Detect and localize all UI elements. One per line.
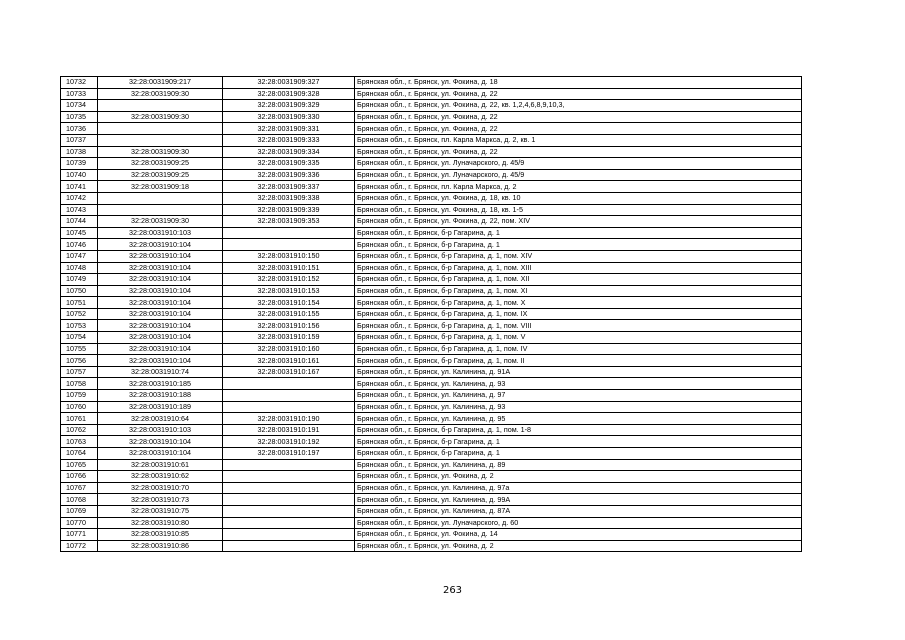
- table-row: [61, 146, 802, 158]
- record-number-cell: 10764: [61, 448, 98, 460]
- object-cadastral-number-cell: 32:28:0031909:338: [223, 192, 355, 204]
- object-cadastral-number-cell: [223, 390, 355, 402]
- address-cell: Брянская обл., г. Брянск, ул. Калинина, д. 89: [355, 459, 802, 471]
- record-number-cell: 10742: [61, 192, 98, 204]
- object-cadastral-number-cell: 32:28:0031910:153: [223, 285, 355, 297]
- record-number-cell: 10769: [61, 505, 98, 517]
- object-cadastral-number-cell: 32:28:0031910:156: [223, 320, 355, 332]
- record-number-cell: 10758: [61, 378, 98, 390]
- address-cell: Брянская обл., г. Брянск, б-р Гагарина, д. 1: [355, 227, 802, 239]
- address-cell: Брянская обл., г. Брянск, пл. Карла Маркса, д. 2, кв. 1: [355, 134, 802, 146]
- table-row: [61, 401, 802, 413]
- address-cell: Брянская обл., г. Брянск, б-р Гагарина, д. 1, пом. II: [355, 355, 802, 367]
- object-cadastral-number-cell: 32:28:0031909:353: [223, 216, 355, 228]
- table-row: [61, 448, 802, 460]
- land-cadastral-number-cell: 32:28:0031910:75: [98, 505, 223, 517]
- object-cadastral-number-cell: 32:28:0031910:161: [223, 355, 355, 367]
- object-cadastral-number-cell: [223, 494, 355, 506]
- record-number-cell: 10762: [61, 424, 98, 436]
- address-cell: Брянская обл., г. Брянск, ул. Луначарского, д. 45/9: [355, 158, 802, 170]
- land-cadastral-number-cell: [98, 134, 223, 146]
- record-number-cell: 10745: [61, 227, 98, 239]
- record-number-cell: 10732: [61, 77, 98, 89]
- address-cell: Брянская обл., г. Брянск, ул. Фокина, д. 18: [355, 77, 802, 89]
- address-cell: Брянская обл., г. Брянск, ул. Калинина, д. 99А: [355, 494, 802, 506]
- record-number-cell: 10737: [61, 134, 98, 146]
- address-cell: Брянская обл., г. Брянск, ул. Фокина, д. 22: [355, 146, 802, 158]
- table-row: [61, 100, 802, 112]
- address-cell: Брянская обл., г. Брянск, пл. Карла Маркса, д. 2: [355, 181, 802, 193]
- land-cadastral-number-cell: [98, 192, 223, 204]
- table-row: [61, 239, 802, 251]
- address-cell: Брянская обл., г. Брянск, ул. Фокина, д. 22: [355, 111, 802, 123]
- table-row: [61, 285, 802, 297]
- land-cadastral-number-cell: 32:28:0031910:189: [98, 401, 223, 413]
- table-row: [61, 123, 802, 135]
- land-cadastral-number-cell: 32:28:0031910:85: [98, 529, 223, 541]
- object-cadastral-number-cell: 32:28:0031910:159: [223, 332, 355, 344]
- land-cadastral-number-cell: 32:28:0031909:217: [98, 77, 223, 89]
- table-row: [61, 181, 802, 193]
- table-row: [61, 297, 802, 309]
- table-row: [61, 355, 802, 367]
- object-cadastral-number-cell: 32:28:0031910:197: [223, 448, 355, 460]
- table-row: [61, 366, 802, 378]
- land-cadastral-number-cell: 32:28:0031910:104: [98, 448, 223, 460]
- land-cadastral-number-cell: 32:28:0031910:104: [98, 285, 223, 297]
- land-cadastral-number-cell: 32:28:0031910:104: [98, 239, 223, 251]
- address-cell: Брянская обл., г. Брянск, б-р Гагарина, д. 1, пом. IX: [355, 308, 802, 320]
- table-row: [61, 471, 802, 483]
- land-cadastral-number-cell: 32:28:0031910:62: [98, 471, 223, 483]
- address-cell: Брянская обл., г. Брянск, б-р Гагарина, д. 1: [355, 448, 802, 460]
- table-row: [61, 227, 802, 239]
- object-cadastral-number-cell: 32:28:0031909:333: [223, 134, 355, 146]
- object-cadastral-number-cell: [223, 505, 355, 517]
- table-row: [61, 459, 802, 471]
- land-cadastral-number-cell: 32:28:0031909:30: [98, 146, 223, 158]
- land-cadastral-number-cell: 32:28:0031910:104: [98, 262, 223, 274]
- object-cadastral-number-cell: 32:28:0031910:190: [223, 413, 355, 425]
- record-number-cell: 10740: [61, 169, 98, 181]
- object-cadastral-number-cell: 32:28:0031910:155: [223, 308, 355, 320]
- land-cadastral-number-cell: 32:28:0031910:64: [98, 413, 223, 425]
- object-cadastral-number-cell: [223, 540, 355, 552]
- object-cadastral-number-cell: [223, 482, 355, 494]
- object-cadastral-number-cell: [223, 378, 355, 390]
- object-cadastral-number-cell: 32:28:0031909:329: [223, 100, 355, 112]
- land-cadastral-number-cell: 32:28:0031910:74: [98, 366, 223, 378]
- record-number-cell: 10747: [61, 250, 98, 262]
- address-cell: Брянская обл., г. Брянск, ул. Калинина, д. 91А: [355, 366, 802, 378]
- address-cell: Брянская обл., г. Брянск, б-р Гагарина, д. 1, пом. 1-8: [355, 424, 802, 436]
- object-cadastral-number-cell: 32:28:0031909:334: [223, 146, 355, 158]
- record-number-cell: 10736: [61, 123, 98, 135]
- registry-table-body: [61, 77, 802, 552]
- object-cadastral-number-cell: 32:28:0031909:328: [223, 88, 355, 100]
- table-row: [61, 517, 802, 529]
- address-cell: Брянская обл., г. Брянск, б-р Гагарина, д. 1: [355, 436, 802, 448]
- object-cadastral-number-cell: [223, 227, 355, 239]
- address-cell: Брянская обл., г. Брянск, ул. Фокина, д. 18, кв. 1-5: [355, 204, 802, 216]
- table-row: [61, 216, 802, 228]
- record-number-cell: 10761: [61, 413, 98, 425]
- table-row: [61, 413, 802, 425]
- table-row: [61, 250, 802, 262]
- object-cadastral-number-cell: 32:28:0031909:337: [223, 181, 355, 193]
- object-cadastral-number-cell: 32:28:0031909:330: [223, 111, 355, 123]
- table-row: [61, 192, 802, 204]
- address-cell: Брянская обл., г. Брянск, б-р Гагарина, д. 1, пом. IV: [355, 343, 802, 355]
- land-cadastral-number-cell: 32:28:0031910:104: [98, 355, 223, 367]
- address-cell: Брянская обл., г. Брянск, б-р Гагарина, д. 1, пом. X: [355, 297, 802, 309]
- object-cadastral-number-cell: 32:28:0031910:152: [223, 274, 355, 286]
- land-cadastral-number-cell: 32:28:0031910:104: [98, 436, 223, 448]
- land-cadastral-number-cell: 32:28:0031910:104: [98, 250, 223, 262]
- land-cadastral-number-cell: 32:28:0031910:104: [98, 274, 223, 286]
- record-number-cell: 10738: [61, 146, 98, 158]
- land-cadastral-number-cell: 32:28:0031909:25: [98, 169, 223, 181]
- record-number-cell: 10765: [61, 459, 98, 471]
- address-cell: Брянская обл., г. Брянск, б-р Гагарина, д. 1, пом. XII: [355, 274, 802, 286]
- object-cadastral-number-cell: 32:28:0031910:167: [223, 366, 355, 378]
- address-cell: Брянская обл., г. Брянск, ул. Луначарского, д. 45/9: [355, 169, 802, 181]
- table-row: [61, 320, 802, 332]
- address-cell: Брянская обл., г. Брянск, ул. Калинина, д. 87А: [355, 505, 802, 517]
- page-number: 263: [442, 585, 463, 596]
- object-cadastral-number-cell: [223, 459, 355, 471]
- table-row: [61, 169, 802, 181]
- object-cadastral-number-cell: 32:28:0031909:335: [223, 158, 355, 170]
- land-cadastral-number-cell: 32:28:0031909:30: [98, 111, 223, 123]
- land-cadastral-number-cell: 32:28:0031910:86: [98, 540, 223, 552]
- table-row: [61, 482, 802, 494]
- object-cadastral-number-cell: 32:28:0031910:150: [223, 250, 355, 262]
- address-cell: Брянская обл., г. Брянск, ул. Калинина, д. 97а: [355, 482, 802, 494]
- object-cadastral-number-cell: [223, 529, 355, 541]
- table-row: [61, 436, 802, 448]
- record-number-cell: 10741: [61, 181, 98, 193]
- address-cell: Брянская обл., г. Брянск, ул. Фокина, д. 18, кв. 10: [355, 192, 802, 204]
- address-cell: Брянская обл., г. Брянск, б-р Гагарина, д. 1, пом. XI: [355, 285, 802, 297]
- table-row: [61, 505, 802, 517]
- record-number-cell: 10750: [61, 285, 98, 297]
- land-cadastral-number-cell: 32:28:0031910:103: [98, 227, 223, 239]
- object-cadastral-number-cell: [223, 239, 355, 251]
- land-cadastral-number-cell: 32:28:0031910:80: [98, 517, 223, 529]
- table-row: [61, 343, 802, 355]
- address-cell: Брянская обл., г. Брянск, ул. Фокина, д. 22, кв. 1,2,4,6,8,9,10,3,: [355, 100, 802, 112]
- land-cadastral-number-cell: 32:28:0031910:104: [98, 320, 223, 332]
- object-cadastral-number-cell: 32:28:0031909:331: [223, 123, 355, 135]
- record-number-cell: 10733: [61, 88, 98, 100]
- record-number-cell: 10770: [61, 517, 98, 529]
- land-cadastral-number-cell: 32:28:0031910:188: [98, 390, 223, 402]
- object-cadastral-number-cell: 32:28:0031909:339: [223, 204, 355, 216]
- table-row: [61, 424, 802, 436]
- object-cadastral-number-cell: 32:28:0031910:160: [223, 343, 355, 355]
- record-number-cell: 10748: [61, 262, 98, 274]
- record-number-cell: 10772: [61, 540, 98, 552]
- land-cadastral-number-cell: 32:28:0031910:104: [98, 308, 223, 320]
- address-cell: Брянская обл., г. Брянск, б-р Гагарина, д. 1, пом. XIV: [355, 250, 802, 262]
- object-cadastral-number-cell: 32:28:0031910:192: [223, 436, 355, 448]
- record-number-cell: 10753: [61, 320, 98, 332]
- object-cadastral-number-cell: 32:28:0031910:191: [223, 424, 355, 436]
- land-cadastral-number-cell: 32:28:0031909:25: [98, 158, 223, 170]
- land-cadastral-number-cell: [98, 204, 223, 216]
- record-number-cell: 10746: [61, 239, 98, 251]
- table-row: [61, 158, 802, 170]
- land-cadastral-number-cell: 32:28:0031910:104: [98, 297, 223, 309]
- land-cadastral-number-cell: 32:28:0031909:30: [98, 88, 223, 100]
- table-row: [61, 77, 802, 89]
- table-row: [61, 308, 802, 320]
- land-cadastral-number-cell: 32:28:0031910:104: [98, 343, 223, 355]
- object-cadastral-number-cell: 32:28:0031910:151: [223, 262, 355, 274]
- record-number-cell: 10744: [61, 216, 98, 228]
- record-number-cell: 10760: [61, 401, 98, 413]
- land-cadastral-number-cell: 32:28:0031910:61: [98, 459, 223, 471]
- land-cadastral-number-cell: 32:28:0031910:73: [98, 494, 223, 506]
- record-number-cell: 10749: [61, 274, 98, 286]
- table-row: [61, 88, 802, 100]
- record-number-cell: 10743: [61, 204, 98, 216]
- object-cadastral-number-cell: 32:28:0031909:336: [223, 169, 355, 181]
- registry-table: [60, 76, 802, 552]
- object-cadastral-number-cell: 32:28:0031909:327: [223, 77, 355, 89]
- object-cadastral-number-cell: 32:28:0031910:154: [223, 297, 355, 309]
- address-cell: Брянская обл., г. Брянск, ул. Фокина, д. 22, пом. XIV: [355, 216, 802, 228]
- table-row: [61, 390, 802, 402]
- land-cadastral-number-cell: 32:28:0031909:30: [98, 216, 223, 228]
- record-number-cell: 10766: [61, 471, 98, 483]
- object-cadastral-number-cell: [223, 471, 355, 483]
- table-row: [61, 111, 802, 123]
- record-number-cell: 10755: [61, 343, 98, 355]
- table-row: [61, 274, 802, 286]
- record-number-cell: 10739: [61, 158, 98, 170]
- land-cadastral-number-cell: [98, 123, 223, 135]
- record-number-cell: 10757: [61, 366, 98, 378]
- land-cadastral-number-cell: 32:28:0031910:70: [98, 482, 223, 494]
- table-row: [61, 204, 802, 216]
- table-row: [61, 494, 802, 506]
- record-number-cell: 10768: [61, 494, 98, 506]
- object-cadastral-number-cell: [223, 401, 355, 413]
- land-cadastral-number-cell: [98, 100, 223, 112]
- address-cell: Брянская обл., г. Брянск, б-р Гагарина, д. 1: [355, 239, 802, 251]
- address-cell: Брянская обл., г. Брянск, ул. Калинина, д. 93: [355, 378, 802, 390]
- table-row: [61, 262, 802, 274]
- table-row: [61, 378, 802, 390]
- address-cell: Брянская обл., г. Брянск, ул. Фокина, д. 14: [355, 529, 802, 541]
- table-row: [61, 134, 802, 146]
- address-cell: Брянская обл., г. Брянск, б-р Гагарина, д. 1, пом. VIII: [355, 320, 802, 332]
- record-number-cell: 10751: [61, 297, 98, 309]
- record-number-cell: 10763: [61, 436, 98, 448]
- address-cell: Брянская обл., г. Брянск, ул. Луначарского, д. 60: [355, 517, 802, 529]
- table-row: [61, 529, 802, 541]
- land-cadastral-number-cell: 32:28:0031910:103: [98, 424, 223, 436]
- address-cell: Брянская обл., г. Брянск, ул. Фокина, д. 22: [355, 88, 802, 100]
- address-cell: Брянская обл., г. Брянск, ул. Калинина, д. 97: [355, 390, 802, 402]
- record-number-cell: 10771: [61, 529, 98, 541]
- address-cell: Брянская обл., г. Брянск, б-р Гагарина, д. 1, пом. XIII: [355, 262, 802, 274]
- record-number-cell: 10752: [61, 308, 98, 320]
- land-cadastral-number-cell: 32:28:0031910:185: [98, 378, 223, 390]
- table-row: [61, 540, 802, 552]
- record-number-cell: 10734: [61, 100, 98, 112]
- object-cadastral-number-cell: [223, 517, 355, 529]
- land-cadastral-number-cell: 32:28:0031909:18: [98, 181, 223, 193]
- address-cell: Брянская обл., г. Брянск, ул. Калинина, д. 93: [355, 401, 802, 413]
- address-cell: Брянская обл., г. Брянск, ул. Калинина, д. 95: [355, 413, 802, 425]
- address-cell: Брянская обл., г. Брянск, ул. Фокина, д. 22: [355, 123, 802, 135]
- record-number-cell: 10767: [61, 482, 98, 494]
- record-number-cell: 10756: [61, 355, 98, 367]
- record-number-cell: 10754: [61, 332, 98, 344]
- table-row: [61, 332, 802, 344]
- land-cadastral-number-cell: 32:28:0031910:104: [98, 332, 223, 344]
- address-cell: Брянская обл., г. Брянск, ул. Фокина, д. 2: [355, 540, 802, 552]
- record-number-cell: 10735: [61, 111, 98, 123]
- address-cell: Брянская обл., г. Брянск, б-р Гагарина, д. 1, пом. V: [355, 332, 802, 344]
- address-cell: Брянская обл., г. Брянск, ул. Фокина, д. 2: [355, 471, 802, 483]
- record-number-cell: 10759: [61, 390, 98, 402]
